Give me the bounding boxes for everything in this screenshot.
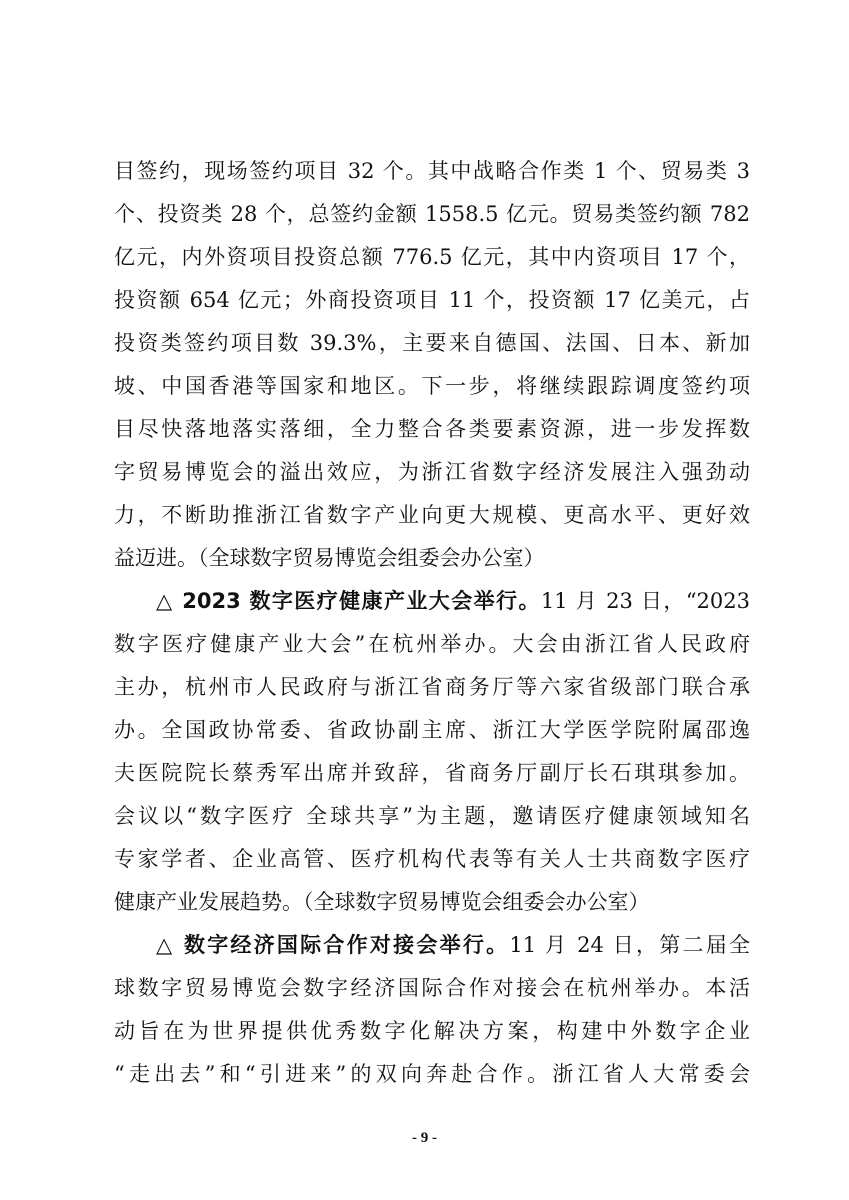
text-line: 专家学者、企业高管、医疗机构代表等有关人士共商数字医疗 xyxy=(114,847,750,871)
paragraph-digital-health-conference xyxy=(114,580,750,924)
paragraph-heading: △ 数字经济国际合作对接会举行。 xyxy=(156,933,510,957)
text-line: 投资额 654 亿元；外商投资项目 11 个，投资额 17 亿美元，占 xyxy=(114,288,750,312)
paragraph-first-line xyxy=(114,924,750,967)
paragraph-signing-results xyxy=(114,150,750,580)
text-line: 会议以“数字医疗 全球共享”为主题，邀请医疗健康领域知名 xyxy=(114,804,750,828)
text-line: 益迈进。（全球数字贸易博览会组委会办公室） xyxy=(114,546,545,570)
text-line: 亿元，内外资项目投资总额 776.5 亿元，其中内资项目 17 个， xyxy=(114,245,750,269)
text-line: 球数字贸易博览会数字经济国际合作对接会在杭州举办。本活 xyxy=(114,976,750,1000)
text-line: 健康产业发展趋势。（全球数字贸易博览会组委会办公室） xyxy=(114,890,650,914)
text-line: 动旨在为世界提供优秀数字化解决方案，构建中外数字企业 xyxy=(114,1019,750,1043)
text-line: 办。全国政协常委、省政协副主席、浙江大学医学院附属邵逸 xyxy=(114,718,750,742)
document-page xyxy=(114,150,750,1096)
text-run: 11 月 23 日，“2023 xyxy=(540,589,750,613)
text-line: 目尽快落地落实落细，全力整合各类要素资源，进一步发挥数 xyxy=(114,417,750,441)
paragraph-digital-economy-matchmaking xyxy=(114,924,750,1096)
text-line: 目签约，现场签约项目 32 个。其中战略合作类 1 个、贸易类 3 xyxy=(114,159,750,183)
paragraph-first-line xyxy=(114,580,750,623)
page-number: - 9 - xyxy=(412,1130,437,1146)
text-line: 字贸易博览会的溢出效应，为浙江省数字经济发展注入强劲动 xyxy=(114,460,750,484)
text-line: 坡、中国香港等国家和地区。下一步，将继续跟踪调度签约项 xyxy=(114,374,750,398)
paragraph-heading: △ 2023 数字医疗健康产业大会举行。 xyxy=(156,589,541,613)
text-run: 11 月 24 日，第二届全 xyxy=(509,933,750,957)
text-line: “走出去”和“引进来”的双向奔赴合作。浙江省人大常委会 xyxy=(114,1062,750,1086)
text-line: 力，不断助推浙江省数字产业向更大规模、更高水平、更好效 xyxy=(114,503,750,527)
text-line: 数字医疗健康产业大会”在杭州举办。大会由浙江省人民政府 xyxy=(114,632,750,656)
text-line: 投资类签约项目数 39.3%，主要来自德国、法国、日本、新加 xyxy=(114,331,750,355)
text-line: 个、投资类 28 个，总签约金额 1558.5 亿元。贸易类签约额 782 xyxy=(114,202,750,226)
text-line: 夫医院院长蔡秀军出席并致辞，省商务厅副厅长石琪琪参加。 xyxy=(114,761,750,785)
text-line: 主办，杭州市人民政府与浙江省商务厅等六家省级部门联合承 xyxy=(114,675,750,699)
